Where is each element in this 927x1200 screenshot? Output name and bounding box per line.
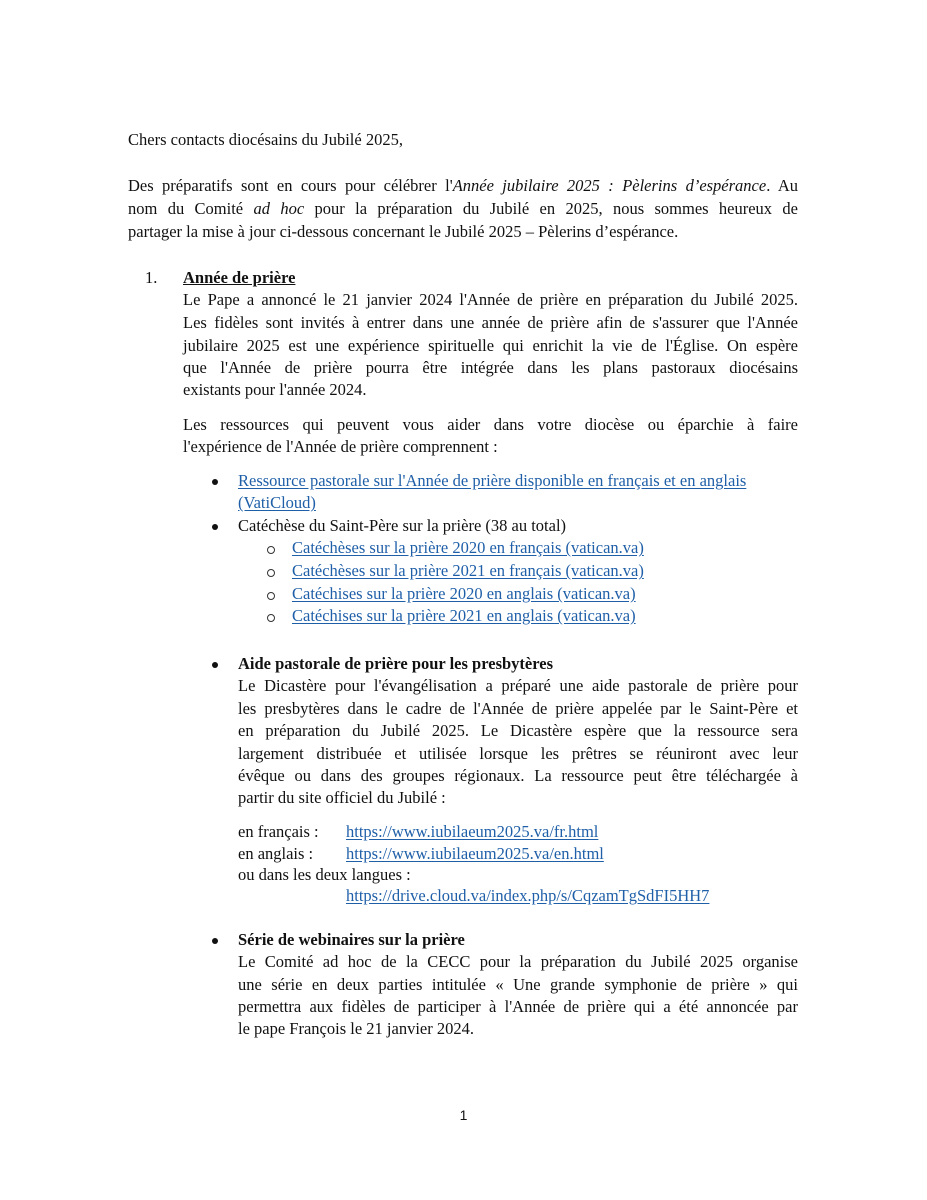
intro-line-2 <box>128 198 798 220</box>
webinaires-line: le pape François le 21 janvier 2024. <box>238 1019 474 1038</box>
intro-text: Des préparatifs sont en cours pour célébrer l' <box>128 176 453 195</box>
en-label: en anglais : <box>238 844 314 863</box>
webinaires-line: une série en deux parties intitulée « Une grande symphonie de prière » qui <box>238 975 798 994</box>
circle-bullet-icon <box>267 614 275 622</box>
bullet-icon <box>212 938 218 944</box>
vaticloud-link[interactable]: (VatiCloud) <box>238 493 316 512</box>
presbyteres-line: largement distribuée et utilisée lorsque les prêtres se réuniront avec leur <box>238 744 798 763</box>
both-label: ou dans les deux langues : <box>238 865 411 884</box>
presbyteres-line: les presbytères dans le cadre de l'Année de prière appelée par le Saint-Père et <box>238 699 798 718</box>
ad-hoc-italic: ad hoc <box>253 199 305 218</box>
pastoral-resource-link-line1[interactable] <box>238 470 746 492</box>
circle-bullet-icon <box>267 569 275 577</box>
catechesis-2021-en-link[interactable]: Catéchises sur la prière 2021 en anglais (vatican.va) <box>292 606 636 625</box>
bullet-icon <box>212 524 218 530</box>
greeting: Chers contacts diocésains du Jubilé 2025, <box>128 130 403 149</box>
presbyteres-line: partir du site officiel du Jubilé : <box>238 788 446 807</box>
webinaires-line: Le Comité ad hoc de la CECC pour la préparation du Jubilé 2025 organise <box>238 952 798 971</box>
jubilee-fr-link[interactable]: https://www.iubilaeum2025.va/fr.html <box>346 822 599 841</box>
presbyteres-line: évêque ou dans des groupes régionaux. La ressource peut être téléchargée à <box>238 766 798 785</box>
para1-line: existants pour l'année 2024. <box>183 380 367 399</box>
intro-text: nom du Comité <box>128 199 254 218</box>
pastoral-resource-link-line2[interactable] <box>238 492 316 514</box>
jubilee-title-italic: Année jubilaire 2025 : Pèlerins d’espérance <box>452 176 767 195</box>
bullet-icon <box>212 662 218 668</box>
jubilee-en-link[interactable]: https://www.iubilaeum2025.va/en.html <box>346 844 604 863</box>
catechesis-label: Catéchèse du Saint-Père sur la prière (38 au total) <box>238 516 567 535</box>
intro-text: pour la préparation du Jubilé en 2025, nous sommes heureux de <box>304 199 798 218</box>
para1-line: jubilaire 2025 est une expérience spirituelle qui enrichit la vie de l'Église. On espère <box>183 336 798 355</box>
presbyteres-title: Aide pastorale de prière pour les presbytères <box>238 654 553 673</box>
webinaires-line: permettra aux fidèles de participer à l'Année de prière qui a été annoncée par <box>238 997 798 1016</box>
page-number: 1 <box>459 1107 468 1123</box>
catechesis-link-item[interactable] <box>292 537 644 559</box>
intro-line-1 <box>128 175 798 197</box>
para1-line: que l'Année de prière pourra être intégrée dans les plans pastoraux diocésains <box>183 358 798 377</box>
circle-bullet-icon <box>267 546 275 554</box>
section-number: 1. <box>145 268 158 287</box>
para1-line: Les fidèles sont invités à entrer dans une année de prière afin de s'assurer que l'Année <box>183 313 798 332</box>
catechesis-2020-en-link[interactable]: Catéchises sur la prière 2020 en anglais (vatican.va) <box>292 584 636 603</box>
presbyteres-line: Le Dicastère pour l'évangélisation a préparé une aide pastorale de prière pour <box>238 676 798 695</box>
fr-label: en français : <box>238 822 319 841</box>
fr-url-line[interactable] <box>346 821 598 843</box>
para2-line: l'expérience de l'Année de prière comprennent : <box>183 437 498 456</box>
bullet-icon <box>212 479 218 485</box>
en-url-line[interactable] <box>346 843 604 865</box>
catechesis-2021-fr-link[interactable]: Catéchèses sur la prière 2021 en français (vatican.va) <box>292 561 644 580</box>
both-url-line[interactable] <box>346 885 709 907</box>
webinaires-title: Série de webinaires sur la prière <box>238 930 465 949</box>
pastoral-resource-link[interactable]: Ressource pastorale sur l'Année de prière disponible en français et en anglais <box>238 471 747 490</box>
catechesis-link-item[interactable] <box>292 560 644 582</box>
catechesis-link-item[interactable] <box>292 583 636 605</box>
circle-bullet-icon <box>267 592 275 600</box>
section-title: Année de prière <box>183 268 296 287</box>
presbyteres-line: en préparation du Jubilé 2025. Le Dicastère espère que la ressource sera <box>238 721 798 740</box>
catechesis-link-item[interactable] <box>292 605 636 627</box>
intro-line-3: partager la mise à jour ci-dessous concernant le Jubilé 2025 – Pèlerins d’espérance. <box>128 222 679 241</box>
intro-text: . Au <box>766 176 798 195</box>
para2-line: Les ressources qui peuvent vous aider dans votre diocèse ou éparchie à faire <box>183 415 798 434</box>
para1-line: Le Pape a annoncé le 21 janvier 2024 l'Année de prière en préparation du Jubilé 2025. <box>183 290 798 309</box>
catechesis-2020-fr-link[interactable]: Catéchèses sur la prière 2020 en français (vatican.va) <box>292 538 644 557</box>
drive-cloud-link[interactable]: https://drive.cloud.va/index.php/s/CqzamTgSdFI5HH7 <box>346 886 710 905</box>
